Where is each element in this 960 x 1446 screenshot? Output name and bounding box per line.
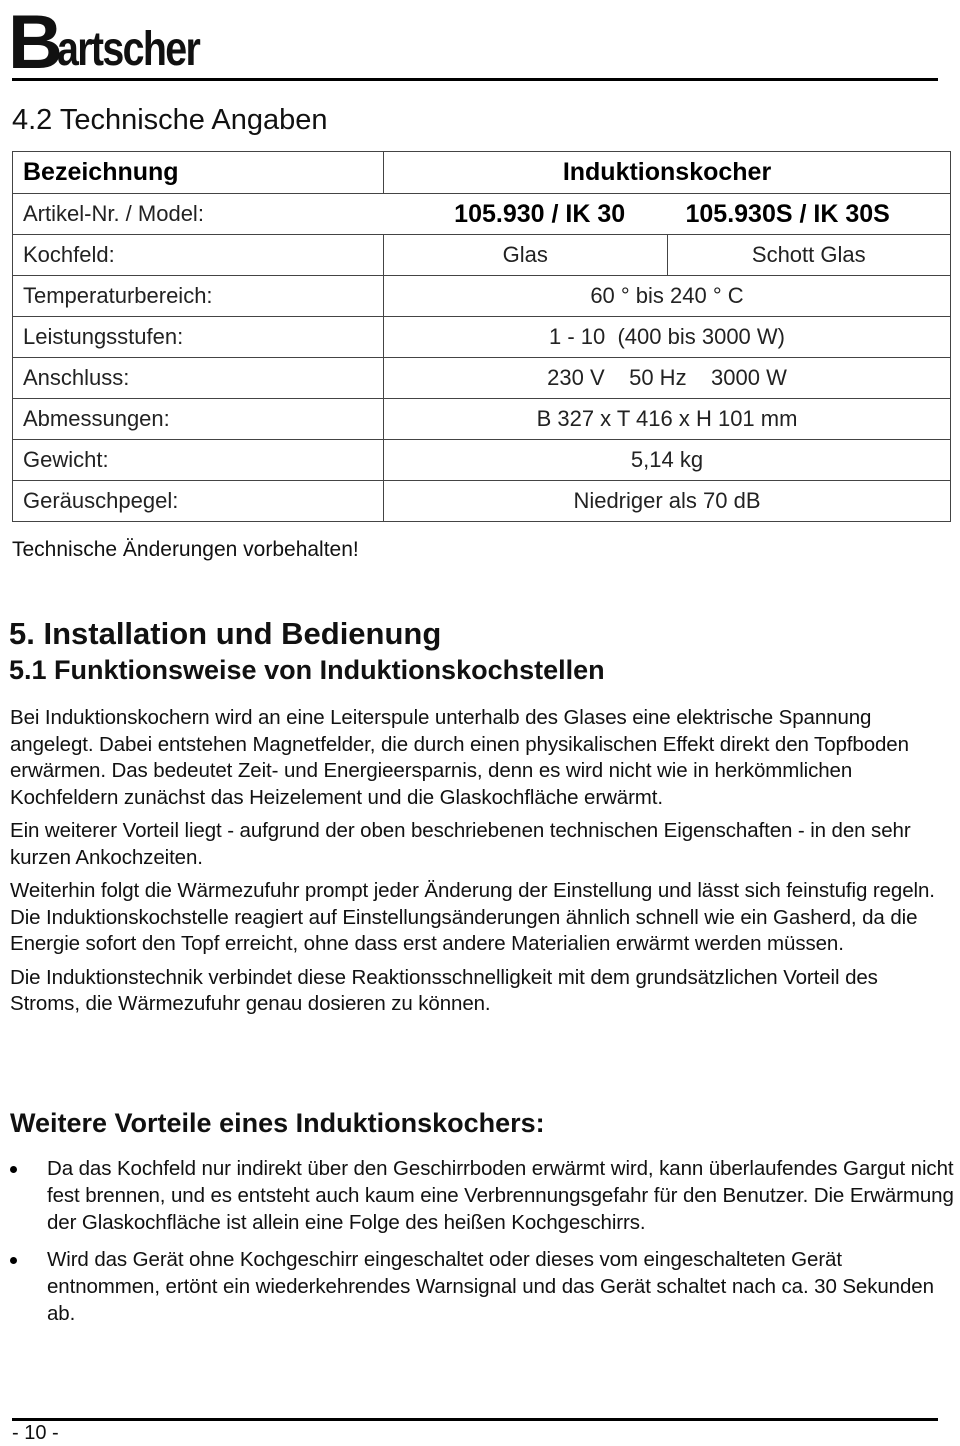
row-label: Leistungsstufen: [13, 317, 384, 358]
table-row [13, 317, 951, 358]
list-item-text: Wird das Gerät ohne Kochgeschirr eingeschaltet oder dieses vom eingeschalteten Gerät entnommen, ertönt ein wiederkehrendes Warnsignal und das Gerät schaltet nach ca. 30 Sekunden ab. [47, 1248, 934, 1325]
cooking-surface-label: Kochfeld: [13, 235, 384, 276]
row-label: Geräuschpegel: [13, 481, 384, 522]
technical-data-table [12, 151, 951, 522]
table-row-cooking-surface [13, 235, 951, 276]
row-label: Gewicht: [13, 440, 384, 481]
page-number: - 10 - [12, 1422, 59, 1444]
model-label: Artikel-Nr. / Model: [13, 194, 384, 235]
table-row [13, 440, 951, 481]
cooking-surface-value-1: Glas [384, 235, 667, 275]
table-row-model [13, 194, 951, 235]
footer-rule [12, 1418, 938, 1421]
table-row [13, 358, 951, 399]
row-value: 5,14 kg [384, 440, 951, 481]
model-values [384, 194, 951, 235]
list-item [10, 1155, 955, 1236]
table-row [13, 481, 951, 522]
advantages-list [10, 1155, 955, 1337]
header-rule [12, 78, 938, 81]
row-label: Abmessungen: [13, 399, 384, 440]
section-4-2-title: 4.2 Technische Angaben [12, 104, 328, 136]
logo-wordmark: artscher [56, 23, 200, 76]
logo-initial: B [8, 0, 61, 85]
section-5-1-body [10, 705, 950, 1025]
list-item [10, 1246, 955, 1327]
cooking-surface-value-2: Schott Glas [751, 242, 866, 267]
row-value: 1 - 10 (400 bis 3000 W) [384, 317, 951, 358]
advantages-title: Weitere Vorteile eines Induktionskochers: [10, 1108, 545, 1138]
bartscher-logo [8, 0, 230, 85]
model-value-2: 105.930S / IK 30S [685, 199, 890, 228]
paragraph: Die Induktionstechnik verbindet diese Reaktionsschnelligkeit mit dem grundsätzlichen Vorteil des Stroms, die Wärmezufuhr genau dosieren zu können. [10, 965, 878, 1015]
row-value: Niedriger als 70 dB [384, 481, 951, 522]
bullet-icon [10, 1257, 17, 1264]
row-value: 60 ° bis 240 ° C [384, 276, 951, 317]
table-header-value: Induktionskocher [384, 152, 951, 194]
technical-changes-note: Technische Änderungen vorbehalten! [12, 538, 359, 561]
list-item-text: Da das Kochfeld nur indirekt über den Geschirrboden erwärmt wird, kann überlaufendes Gargut nicht fest brennen, und es entsteht auch kaum eine Verbrennungsgefahr für den Benutzer. Die Erwärmung der Glaskochfläche ist allein eine Folge des heißen Kochgeschirrs. [47, 1157, 954, 1234]
table-header-label: Bezeichnung [13, 152, 384, 194]
table-row [13, 276, 951, 317]
row-value: B 327 x T 416 x H 101 mm [384, 399, 951, 440]
cooking-surface-values [384, 235, 951, 276]
paragraph: Weiterhin folgt die Wärmezufuhr prompt jeder Änderung der Einstellung und lässt sich feinstufig regeln. Die Induktionskochstelle reagiert auf Einstellungsänderungen ähnlich schnell wie ein Gasherd, da die Energie sofort den Topf erreicht, ohne dass erst andere Materialien erwärmt werden müssen. [10, 879, 935, 955]
row-label: Anschluss: [13, 358, 384, 399]
table-row [13, 399, 951, 440]
section-5-title: 5. Installation und Bedienung [9, 616, 442, 651]
model-value-1: 105.930 / IK 30 [454, 199, 626, 228]
table-header-row [13, 152, 951, 194]
bullet-icon [10, 1166, 17, 1173]
paragraph: Ein weiterer Vorteil liegt - aufgrund der oben beschriebenen technischen Eigenschaften - in den sehr kurzen Ankochzeiten. [10, 819, 911, 869]
row-value: 230 V 50 Hz 3000 W [384, 358, 951, 399]
row-label: Temperaturbereich: [13, 276, 384, 317]
section-5-1-title: 5.1 Funktionsweise von Induktionskochstellen [9, 655, 605, 685]
paragraph: Bei Induktionskochern wird an eine Leiterspule unterhalb des Glases eine elektrische Spannung angelegt. Dabei entstehen Magnetfelder, die durch einen physikalischen Effekt direkt den Topfboden erwärmen. Das bedeutet Zeit- und Energieersparnis, denn es wird nicht wie in herkömmlichen Kochfeldern zunächst das Heizelement und die Glaskochfläche erwärmt. [10, 706, 909, 809]
